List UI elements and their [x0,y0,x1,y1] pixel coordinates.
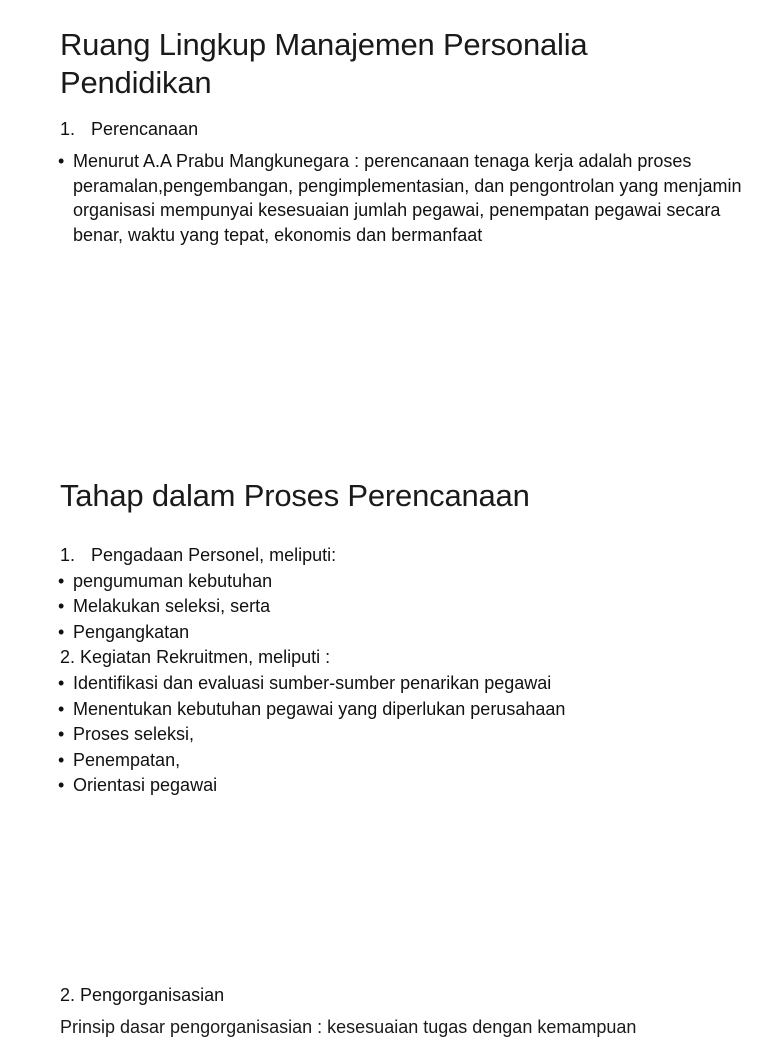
list-item: • Orientasi pegawai [58,773,565,799]
item-number: 1. [60,119,76,139]
slide-1-title: Ruang Lingkup Manajemen Personalia Pendidikan [60,27,588,100]
slide-2-list [58,543,565,799]
group-1-heading [58,543,565,569]
group-2-heading: 2. Kegiatan Rekruitmen, meliputi : [60,647,331,668]
list-item: • Proses seleksi, [58,722,565,748]
list-item: • Menentukan kebutuhan pegawai yang diperlukan perusahaan [58,697,565,723]
slide-3-heading: 2. Pengorganisasian [60,985,225,1005]
list-item: • Melakukan seleksi, serta [58,594,565,620]
slide-2-title: Tahap dalam Proses Perencanaan [60,478,530,513]
slide-1-bullet-paragraph: • Menurut A.A Prabu Mangkunegara : perencanaan tenaga kerja adalah proses peramalan,pengembangan, pengimplementasian, dan pengontrolan yang menjamin organisasi mempunyai kesesuaian jumlah pegawai, penempatan pegawai secara benar, waktu yang tepat, ekonomis dan bermanfaat [58,149,753,247]
slide-3-cut-text: Prinsip dasar pengorganisasian : kesesuaian tugas dengan kemampuan [60,1017,637,1037]
slide-1 [0,0,768,440]
slide-1-numbered-item [60,116,198,142]
list-item: • Identifikasi dan evaluasi sumber-sumber penarikan pegawai [58,671,565,697]
list-item: • pengumuman kebutuhan [58,569,565,595]
list-item: • Penempatan, [58,748,565,774]
item-label: Perencanaan [91,119,199,139]
group-1-heading-label: Pengadaan Personel, meliputi: [91,545,337,565]
slide-2 [0,460,768,940]
list-item: • Pengangkatan [58,620,565,646]
group-1-number: 1. [60,545,76,565]
